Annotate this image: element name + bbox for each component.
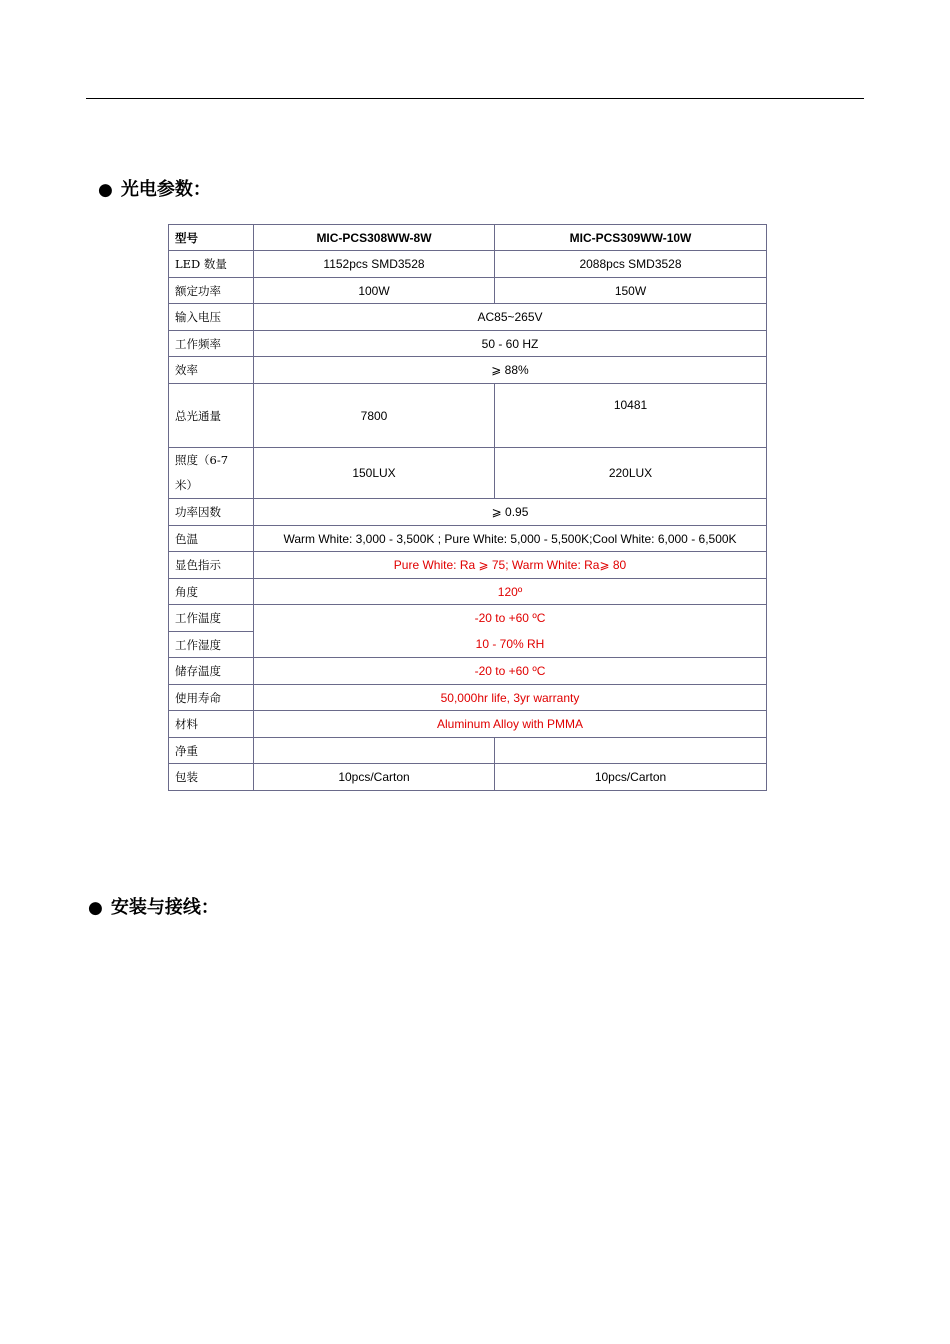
cell-value: ⩾ 88% [254, 357, 767, 384]
cell-value: 7800 [254, 384, 495, 448]
cell-value: 50 - 60 HZ [254, 331, 767, 357]
row-label: 工作湿度 [169, 632, 254, 658]
cell-value [254, 738, 495, 764]
cell-value: 100W [254, 278, 495, 304]
row-label: 效率 [169, 357, 254, 384]
model-name: MIC-PCS308WW-8W [254, 225, 495, 251]
row-label: 型号 [169, 225, 254, 251]
table-row [169, 579, 767, 605]
cell-value: 10481 [495, 384, 767, 448]
table-row [169, 384, 767, 448]
cell-value: 220LUX [495, 448, 767, 499]
table-row [169, 685, 767, 711]
table-row [169, 552, 767, 579]
section-heading-optical [98, 175, 211, 201]
row-label: 额定功率 [169, 278, 254, 304]
cell-value: Pure White: Ra ⩾ 75; Warm White: Ra⩾ 80 [254, 552, 767, 579]
cell-value: 120º [254, 579, 767, 605]
row-label: 显色指示 [169, 552, 254, 579]
cell-value: 50,000hr life, 3yr warranty [254, 685, 767, 711]
table-row [169, 278, 767, 304]
table-row [169, 448, 767, 499]
table-row [169, 251, 767, 278]
header-rule [86, 98, 864, 99]
row-label-line: 米） [175, 478, 198, 492]
row-label: 材料 [169, 711, 254, 738]
row-label: 储存温度 [169, 658, 254, 685]
table-row [169, 605, 767, 632]
row-label [169, 448, 254, 499]
row-label: 净重 [169, 738, 254, 764]
row-label: 工作频率 [169, 331, 254, 357]
bullet-icon: ● [88, 898, 103, 918]
row-label: 总光通量 [169, 384, 254, 448]
row-label: 色温 [169, 526, 254, 552]
cell-value: AC85~265V [254, 304, 767, 331]
table-row [169, 526, 767, 552]
cell-value: -20 to +60 ºC [254, 658, 767, 685]
cell-value: 1152pcs SMD3528 [254, 251, 495, 278]
cell-value [495, 738, 767, 764]
table-row [169, 304, 767, 331]
row-label: 角度 [169, 579, 254, 605]
cell-value: 150W [495, 278, 767, 304]
section-title: 光电参数： [120, 179, 211, 200]
bullet-icon: ● [98, 180, 113, 200]
row-label: 输入电压 [169, 304, 254, 331]
cell-value: ⩾ 0.95 [254, 499, 767, 526]
cell-value: 10pcs/Carton [495, 764, 767, 791]
cell-value: -20 to +60 ºC [254, 605, 767, 632]
row-label: 使用寿命 [169, 685, 254, 711]
table-row [169, 711, 767, 738]
row-label: LED 数量 [169, 251, 254, 278]
spec-table [168, 224, 767, 791]
table-row [169, 632, 767, 658]
cell-value: 10pcs/Carton [254, 764, 495, 791]
cell-value: Aluminum Alloy with PMMA [254, 711, 767, 738]
cell-value: Warm White: 3,000 - 3,500K ; Pure White: 5,000 - 5,500K;Cool White: 6,000 - 6,500K [254, 526, 767, 552]
section-title: 安装与接线： [110, 897, 219, 918]
table-row [169, 658, 767, 685]
row-label: 工作温度 [169, 605, 254, 632]
row-label-line: 照度（6-7 [175, 453, 229, 467]
cell-value: 2088pcs SMD3528 [495, 251, 767, 278]
table-row [169, 738, 767, 764]
row-label: 包装 [169, 764, 254, 791]
table-row [169, 764, 767, 791]
table-row [169, 499, 767, 526]
row-label: 功率因数 [169, 499, 254, 526]
section-heading-install [88, 893, 219, 919]
table-row [169, 357, 767, 384]
cell-value: 10 - 70% RH [254, 632, 767, 658]
table-row [169, 225, 767, 251]
model-name: MIC-PCS309WW-10W [495, 225, 767, 251]
cell-value: 150LUX [254, 448, 495, 499]
table-row [169, 331, 767, 357]
